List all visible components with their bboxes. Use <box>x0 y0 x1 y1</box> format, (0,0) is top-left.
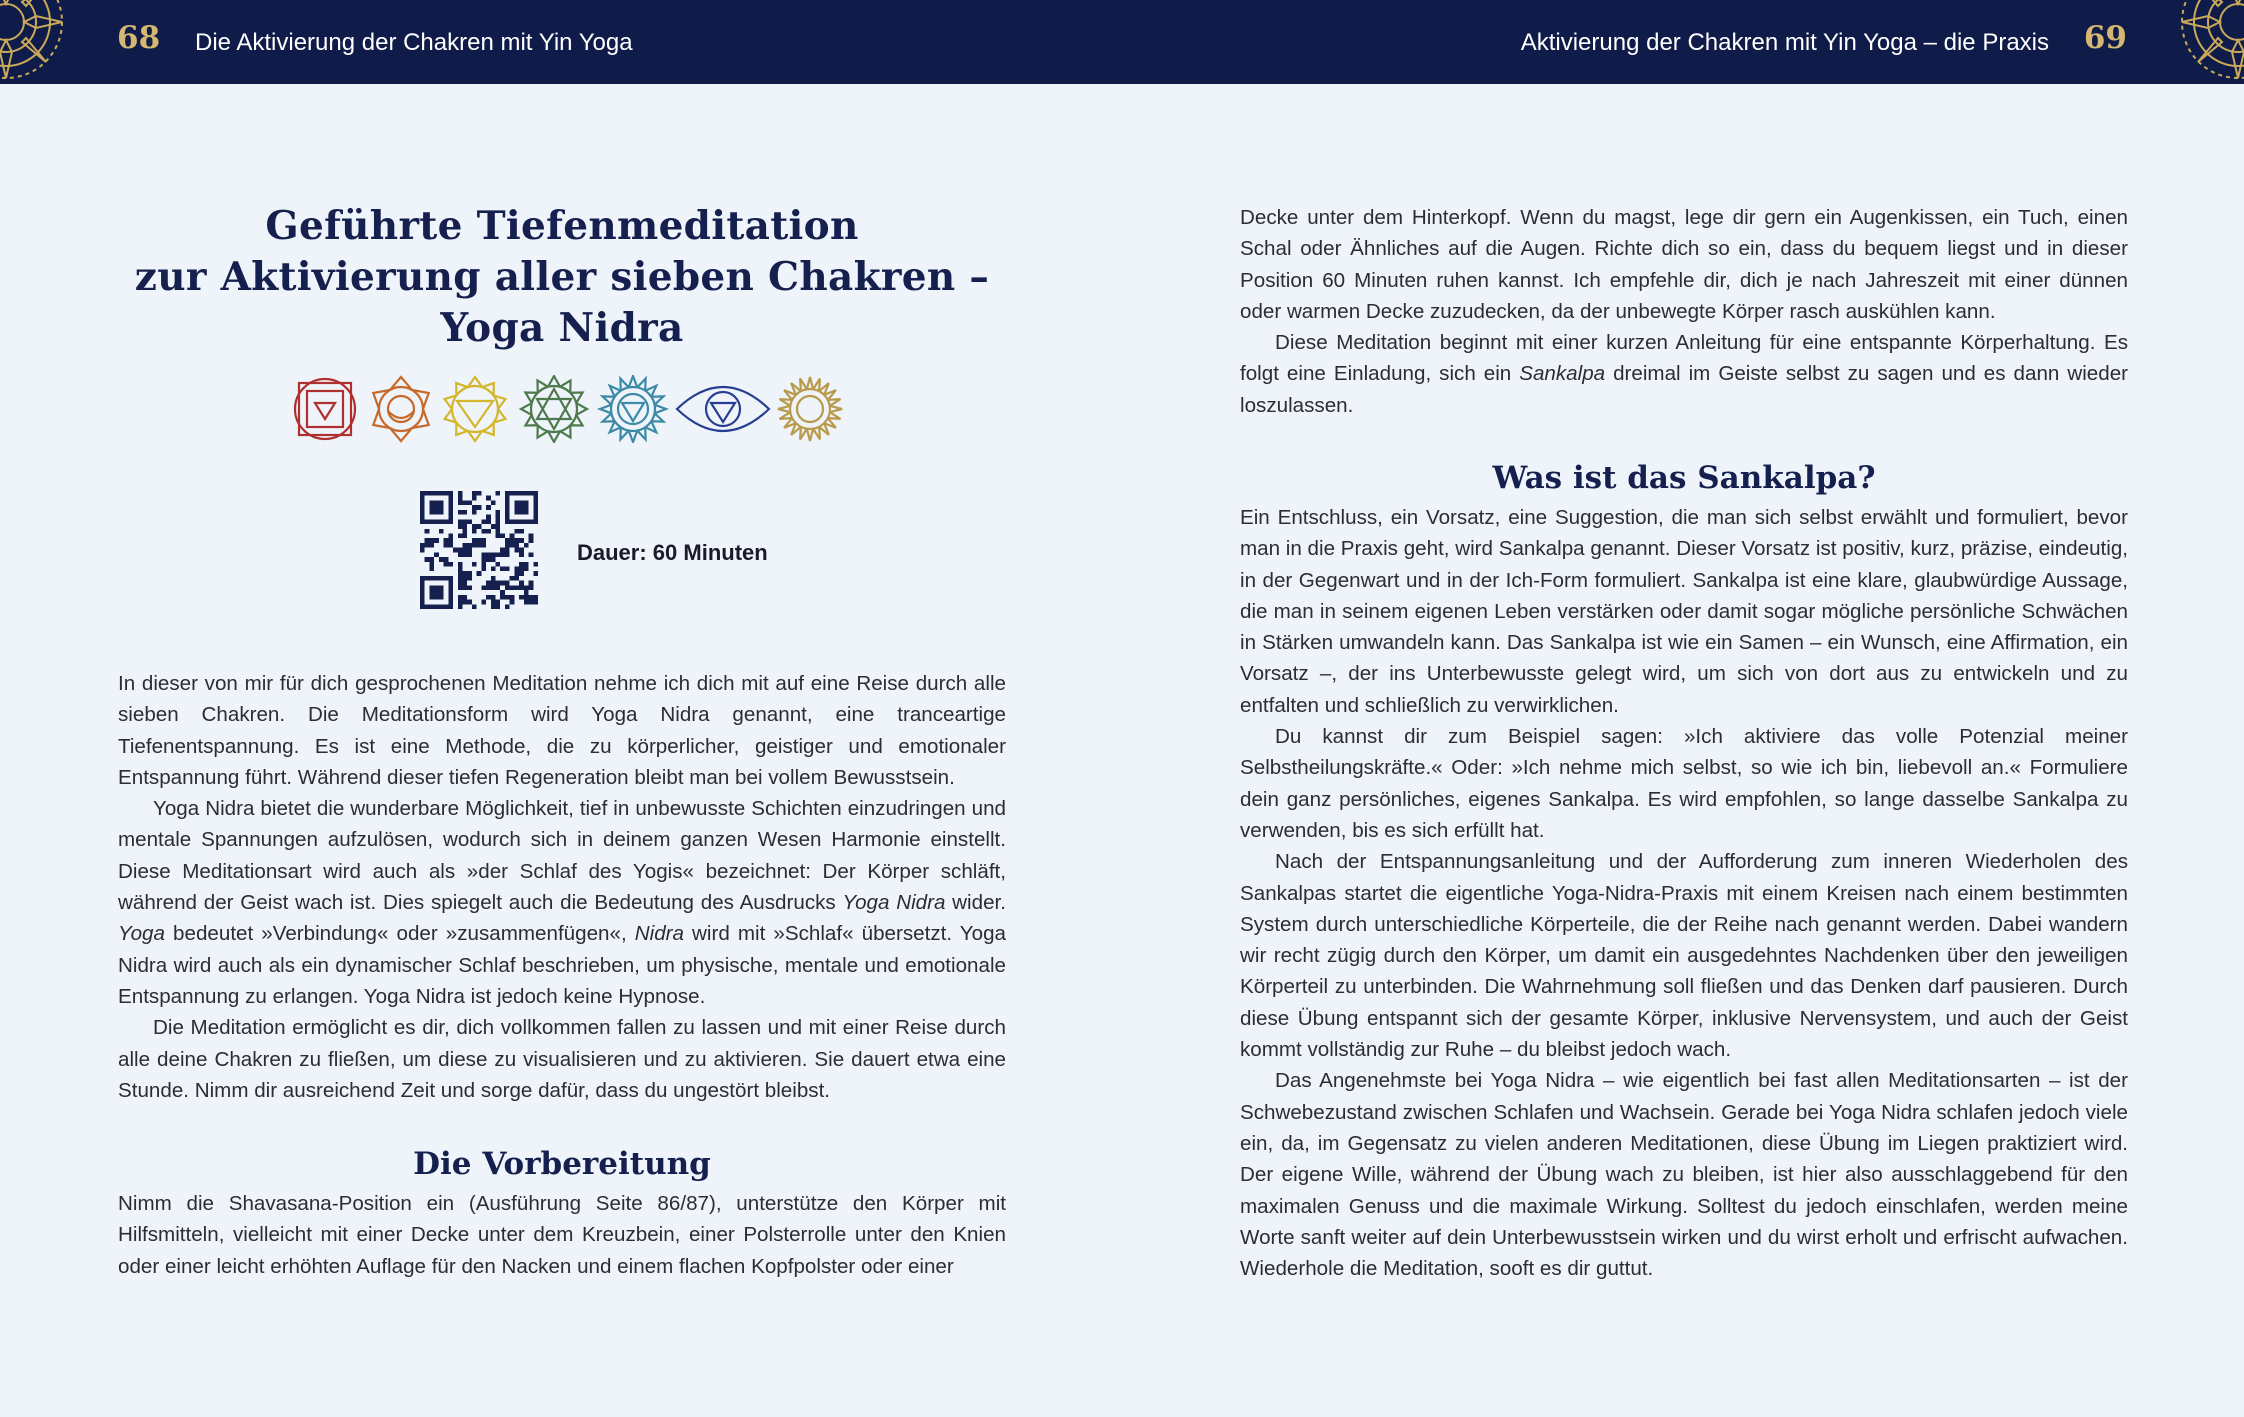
root-chakra-icon <box>295 379 355 439</box>
sankalpa-heading: Was ist das Sankalpa? <box>1492 460 1876 496</box>
running-header <box>0 0 2244 84</box>
left-running-title: Die Aktivierung der Chakren mit Yin Yoga <box>195 29 633 56</box>
chakra-symbols-row <box>118 375 1006 443</box>
crown-chakra-icon <box>778 377 842 441</box>
title-line-1: Geführte Tiefenmeditation <box>265 203 859 249</box>
third-eye-chakra-icon <box>677 387 769 431</box>
duration-label: Dauer: 60 Minuten <box>577 540 768 565</box>
continued-paragraph-1: Decke unter dem Hinterkopf. Wenn du magst, lege dir gern ein Augenkissen, ein Tuch, einen Schal oder Ähnliches auf die Augen. Richte dich so ein, dass du bequem liegst und in dieser Position 60 Minuten ruhen kannst. Ich empfehle dir, dich je nach Jahreszeit mit einer dünnen oder warmen Decke zuzudecken, da der unbewegte Körper rasch auskühlen kann. <box>1240 206 2128 323</box>
title-line-3: Yoga Nidra <box>440 305 684 351</box>
sacral-chakra-icon <box>373 377 428 441</box>
left-page-number: 68 <box>117 20 161 56</box>
sankalpa-paragraph-1: Ein Entschluss, ein Vorsatz, eine Suggestion, die man sich selbst erwählt und formuliert, bevor man in die Praxis geht, wird Sankalpa genannt. Dieser Vorsatz ist positiv, kurz, präzise, eindeutig, in der Gegenwart und in der Ich-Form formuliert. Sankalpa ist eine klare, glaubwürdige Aussage, die man in seinem eigenen Leben verstärken oder damit sogar mögliche persönliche Schwächen in Stärken umwandeln kann. Das Sankalpa ist wie ein Samen – ein Wunsch, eine Affirmation, ein Vorsatz –, der ins Unterbewusste gelegt wird, um sich von dort aus zu entwickeln und zu entfalten und schließlich zu verwirklichen. <box>1240 506 2128 717</box>
throat-chakra-icon <box>600 376 666 442</box>
preparation-heading: Die Vorbereitung <box>413 1146 711 1182</box>
intro-paragraph-3: Die Meditation ermöglicht es dir, dich vollkommen fallen zu lassen und mit einer Reise durch alle deine Chakren zu fließen, um diese zu visualisieren und zu aktivieren. Sie dauert etwa eine Stunde. Nimm dir ausreichend Zeit und sorge dafür, dass du ungestört bleibst. <box>118 1016 1006 1102</box>
mandala-ornament-icon <box>0 0 70 118</box>
right-page-number: 69 <box>2083 20 2127 56</box>
preparation-paragraph: Nimm die Shavasana-Position ein (Ausführung Seite 86/87), unterstütze den Körper mit Hilfsmitteln, vielleicht mit einer Decke unter dem Kreuzbein, einer Polsterrolle unter den Knien oder einer leicht erhöhten Auflage für den Nacken und einem flachen Kopfpolster oder einer <box>118 1192 1006 1278</box>
right-running-title: Aktivierung der Chakren mit Yin Yoga – die Praxis <box>1520 29 2049 56</box>
sankalpa-text <box>1240 502 2128 1284</box>
heart-chakra-icon <box>521 376 587 442</box>
preparation-text <box>118 1188 1006 1282</box>
sankalpa-paragraph-3: Nach der Entspannungsanleitung und der Aufforderung zum inneren Wiederholen des Sankalpas startet die eigentliche Yoga-Nidra-Praxis mit einem Kreisen nach einem bestimmten System durch unterschiedliche Körperteile, die der Reihe nach genannt werden. Dabei wandern wir recht zügig durch den Körper, um damit ein ausgedehntes Nachdenken über den jeweiligen Körperteil zu unterbinden. Die Wahrnehmung soll fließen und das Denken darf pausieren. Durch diese Übung entspannt sich der gesamte Körper, inklusive Nervensystem, und auch der Geist kommt vollständig zur Ruhe – du bleibst jedoch wach. <box>1240 850 2128 1062</box>
mandala-ornament-icon <box>2174 0 2244 118</box>
meditation-title <box>118 201 1006 354</box>
intro-text <box>118 668 1006 1106</box>
intro-paragraph-1: In dieser von mir für dich gesprochenen Meditation nehme ich dich mit auf eine Reise durch alle sieben Chakren. Die Meditationsform wird Yoga Nidra genannt, eine tranceartige Tiefenentspannung. Es ist eine Methode, die zu körperlicher, geistiger und emotionaler Entspannung führt. Während dieser tiefen Regeneration bleibt man bei vollem Bewusstsein. <box>118 672 1006 789</box>
continued-text <box>1240 202 2128 421</box>
continued-paragraph-2: Diese Meditation beginnt mit einer kurzen Anleitung für eine entspannte Körperhaltung. Es folgt eine Einladung, sich ein Sankalpa dreimal im Geiste selbst zu sagen und es dann wieder loszulassen. <box>1240 331 2128 417</box>
solar-plexus-chakra-icon <box>445 377 506 441</box>
intro-paragraph-2: Yoga Nidra bietet die wunderbare Möglichkeit, tief in unbewusste Schichten einzudringen und mentale Spannungen aufzulösen, wodurch sich in deinem ganzen Wesen Harmonie einstellt. Diese Meditationsart wird auch als »der Schlaf des Yogis« bezeichnet: Der Körper schläft, während der Geist wach ist. Dies spiegelt auch die Bedeutung des Ausdrucks Yoga Nidra wider. Yoga bedeutet »Verbindung« oder »zusammenfügen«, Nidra wird mit »Schlaf« übersetzt. Yoga Nidra wird auch als ein dynamischer Schlaf beschrieben, um physische, mentale und emotionale Entspannung zu erlangen. Yoga Nidra ist jedoch keine Hypnose. <box>118 797 1006 1008</box>
sankalpa-paragraph-2: Du kannst dir zum Beispiel sagen: »Ich aktiviere das volle Potenzial meiner Selbstheilungskräfte.« Oder: »Ich nehme mich selbst, so wie ich bin, liebevoll an.« Formuliere dein ganz persönliches, eigenes Sankalpa. Es wird empfohlen, so lange dasselbe Sankalpa zu verwenden, bis es sich erfüllt hat. <box>1240 725 2128 842</box>
title-line-2: zur Aktivierung aller sieben Chakren – <box>134 254 990 300</box>
sankalpa-paragraph-4: Das Angenehmste bei Yoga Nidra – wie eigentlich bei fast allen Meditationsarten – ist der Schwebezustand zwischen Schlafen und Wachsein. Gerade bei Yoga Nidra schlafen jedoch viele ein, da, im Gegensatz zu vielen anderen Meditationen, diese Übung im Liegen praktiziert wird. Der eigene Wille, während der Übung wach zu bleiben, ist hier also ausschlaggebend für den maximalen Genuss und die maximale Wirkung. Solltest du jedoch einschlafen, werden meine Worte sanft weiter auf dein Unterbewusstsein wirken und du wirst erholt und erfrischt aufwachen. Wiederhole die Meditation, sooft es dir guttut. <box>1240 1069 2128 1281</box>
qr-code-icon[interactable] <box>420 491 538 609</box>
